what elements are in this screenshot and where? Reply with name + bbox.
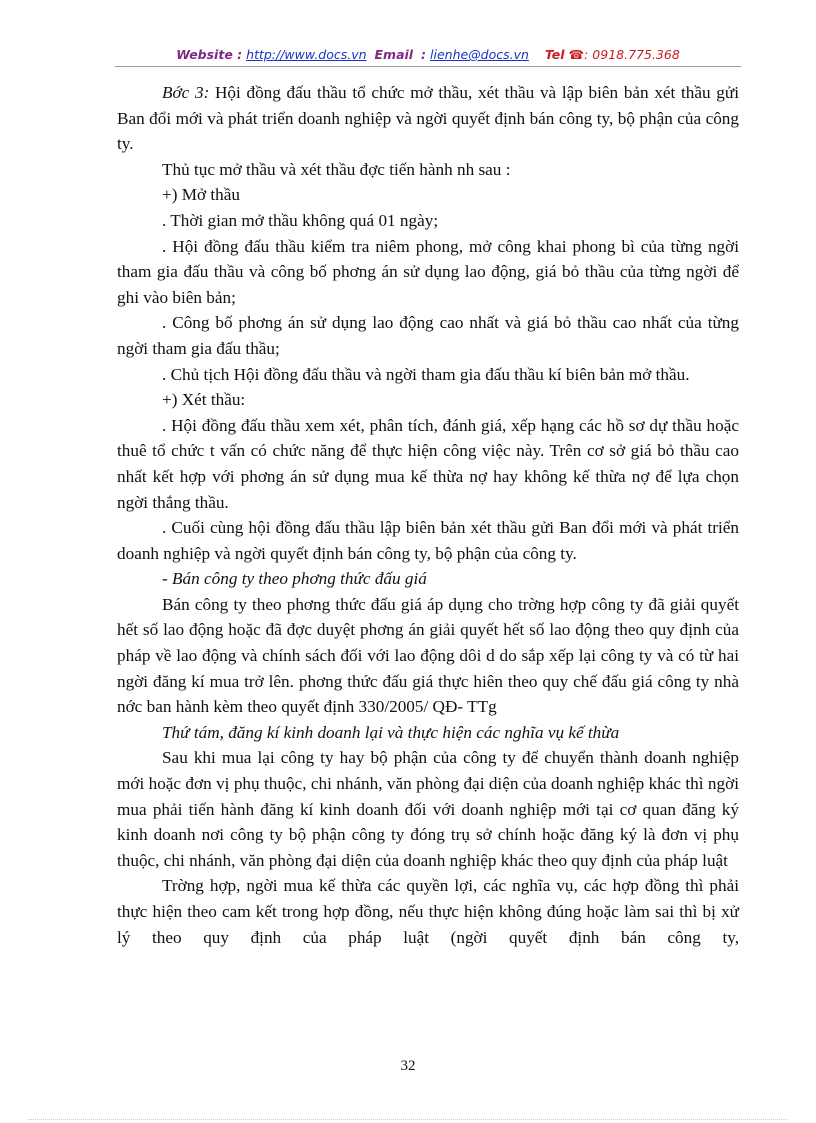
list-heading: +) Mở thầu [162, 185, 240, 205]
document-body [117, 80, 739, 950]
paragraph: Sau khi mua lại công ty hay bộ phận của công ty để chuyển thành doanh nghiệp mới hoặc đơn vị phụ thuộc, chi nhánh, văn phòng đại diện của doanh nghiệp khác thì ngời mua phải tiến hành đăng kí kinh doanh đối với doanh nghiệp mới tại cơ quan đăng ký kinh doanh nơi công ty bộ phận công ty đóng trụ sở chính hoặc đăng ký là đơn vị phụ thuộc, chi nhánh, văn phòng đại diện của doanh nghiệp khác theo quy định của pháp luật [117, 748, 739, 870]
tel-value: : 0918.775.368 [584, 47, 680, 62]
tel-label: Tel [544, 47, 565, 62]
page-number: 32 [400, 1058, 416, 1074]
page-header [115, 46, 741, 64]
list-heading: +) Xét thầu: [162, 390, 246, 410]
paragraph: Bán công ty theo phơng thức đấu giá áp dụng cho trờng hợp công ty đã giải quyết hết số lao động hoặc đã đợc duyệt phơng án giải quyết hết số lao động theo quy định của pháp về lao động và chính sách đối với lao động dôi d do sắp xếp lại công ty và có từ hai ngời đăng kí mua trở lên. phơng thức đấu giá thực hiên theo quy chế đấu giá công ty nhà nớc ban hành kèm theo quyết định 330/2005/ QĐ- TTg [117, 594, 739, 717]
email-link[interactable]: lienhe@docs.vn [430, 47, 529, 62]
list-item: . Hội đồng đấu thầu kiểm tra niêm phong, mở công khai phong bì của từng ngời tham gia đấu thầu và công bố phơng án sử dụng lao động, giá bỏ thầu của từng ngời để ghi vào biên bản; [117, 236, 739, 307]
website-link[interactable]: http://www.docs.vn [246, 47, 367, 62]
list-item: . Cuối cùng hội đồng đấu thầu lập biên bản xét thầu gửi Ban đổi mới và phát triển doanh nghiệp và ngời quyết định bán công ty, bộ phận của công ty. [117, 518, 739, 563]
list-item: . Hội đồng đấu thầu xem xét, phân tích, đánh giá, xếp hạng các hồ sơ dự thầu hoặc thuê tổ chức t vấn có chức năng để thực hiện công việc này. Trên cơ sở giá bỏ thầu cao nhất kết hợp với phơng án sử dụng mua kế thừa nợ hay không kế thừa nợ để lựa chọn ngời thắng thầu. [117, 415, 739, 512]
paragraph: Trờng hợp, ngời mua kế thừa các quyền lợi, các nghĩa vụ, các hợp đồng thì phải thực hiện theo cam kết trong hợp đồng, nếu thực hiện không đúng hoặc làm sai thì bị xử lý theo quy định của pháp luật (ngời quyết định bán công ty, [117, 876, 739, 947]
website-label: Website : [176, 47, 243, 62]
list-item: . Chủ tịch Hội đồng đấu thầu và ngời tham gia đấu thầu kí biên bản mở thầu. [162, 364, 690, 384]
list-item: . Công bố phơng án sử dụng lao động cao nhất và giá bỏ thầu cao nhất của từng ngời tham gia đấu thầu; [117, 313, 739, 358]
step-text: Hội đồng đấu thầu tổ chức mở thầu, xét thầu và lập biên bản xét thầu gửi Ban đổi mới và phát triển doanh nghiệp và ngời quyết định bán công ty, bộ phận của công ty. [117, 83, 739, 154]
section-heading: Thứ tám, đăng kí kinh doanh lại và thực hiện các nghĩa vụ kế thừa [162, 722, 620, 742]
step-label: Bớc 3: [162, 83, 210, 102]
list-item: . Thời gian mở thầu không quá 01 ngày; [162, 210, 439, 230]
email-label: Email [374, 47, 414, 62]
header-divider [115, 66, 741, 67]
paragraph-step-3 [117, 80, 739, 157]
section-subheading: - Bán công ty theo phơng thức đấu giá [162, 569, 427, 589]
paragraph: Thủ tục mở thầu và xét thầu đợc tiến hành nh sau : [162, 159, 511, 179]
email-separator: : [421, 47, 427, 62]
page-bottom-border [28, 1119, 788, 1120]
phone-icon: ☎ [568, 47, 585, 62]
